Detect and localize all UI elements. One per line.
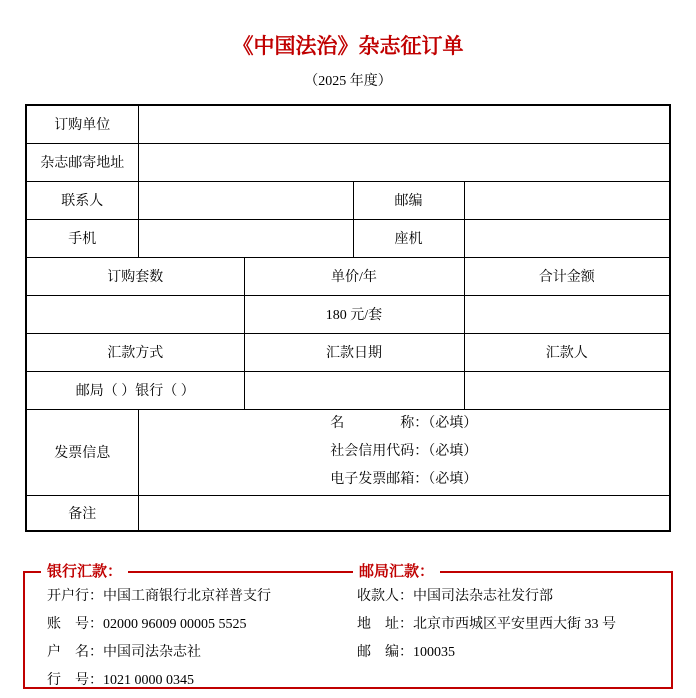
- payment-date-label: 汇款日期: [244, 333, 464, 371]
- form-subtitle-year: （2025 年度）: [304, 74, 392, 89]
- remittance-columns: [25, 573, 671, 695]
- bank-account-name-line: 户 名：中国司法杂志社: [47, 645, 201, 660]
- row-payment-values: [26, 371, 670, 409]
- mailing-address-input-cell[interactable]: [138, 143, 670, 181]
- payment-method-label: 汇款方式: [26, 333, 244, 371]
- contact-label: 联系人: [26, 181, 138, 219]
- subscriber-input-cell[interactable]: [138, 105, 670, 143]
- payer-label: 汇款人: [464, 333, 670, 371]
- row-mailing-address: [26, 143, 670, 181]
- total-amount-input-cell[interactable]: [464, 295, 670, 333]
- total-amount-label: 合计金额: [464, 257, 670, 295]
- contact-input-cell[interactable]: [138, 181, 353, 219]
- row-subscriber: [26, 105, 670, 143]
- row-price-header: [26, 257, 670, 295]
- payer-input-cell[interactable]: [464, 371, 670, 409]
- remarks-label: 备注: [26, 495, 138, 531]
- landline-label: 座机: [353, 219, 464, 257]
- postal-payee-line: 收款人：中国司法杂志社发行部: [357, 589, 553, 604]
- row-price-values: [26, 295, 670, 333]
- form-title: 《中国法治》杂志征订单: [232, 34, 464, 58]
- unit-price-value: 180 元/套: [244, 295, 464, 333]
- payment-date-input-cell[interactable]: [244, 371, 464, 409]
- row-remarks: [26, 495, 670, 531]
- row-invoice-info: [26, 409, 670, 495]
- postal-remittance-legend: 邮局汇款：: [353, 562, 440, 582]
- invoice-name-line: 名 称：（必填）: [330, 416, 478, 431]
- bank-account-bank-line: 开户行：中国工商银行北京祥普支行: [47, 589, 271, 604]
- postcode-input-cell[interactable]: [464, 181, 670, 219]
- mobile-label: 手机: [26, 219, 138, 257]
- invoice-email-line: 电子发票邮箱：（必填）: [330, 472, 478, 487]
- quantity-label: 订购套数: [26, 257, 244, 295]
- postal-remittance-details: [357, 583, 671, 695]
- payment-channel-checkbox-cell[interactable]: 邮局（ ）银行（ ）: [26, 371, 244, 409]
- row-phone: [26, 219, 670, 257]
- invoice-info-input-cell[interactable]: [138, 409, 670, 495]
- bank-remittance-legend: 银行汇款：: [41, 562, 128, 582]
- order-form-table: [25, 104, 671, 532]
- mailing-address-label: 杂志邮寄地址: [26, 143, 138, 181]
- bank-branch-number-line: 行 号：1021 0000 0345: [47, 673, 194, 688]
- subscriber-label: 订购单位: [26, 105, 138, 143]
- remittance-info-box: [23, 564, 673, 689]
- invoice-credit-code-line: 社会信用代码：（必填）: [330, 444, 478, 459]
- postcode-label: 邮编: [353, 181, 464, 219]
- quantity-input-cell[interactable]: [26, 295, 244, 333]
- invoice-info-label: 发票信息: [26, 409, 138, 495]
- bank-account-number-line: 账 号：02000 96009 00005 5525: [47, 617, 247, 632]
- row-payment-header: [26, 333, 670, 371]
- landline-input-cell[interactable]: [464, 219, 670, 257]
- mobile-input-cell[interactable]: [138, 219, 353, 257]
- postal-address-line: 地 址：北京市西城区平安里西大街 33 号: [357, 617, 616, 632]
- row-contact: [26, 181, 670, 219]
- remarks-input-cell[interactable]: [138, 495, 670, 531]
- bank-remittance-details: [47, 583, 357, 695]
- postal-postcode-line: 邮 编：100035: [357, 645, 455, 660]
- unit-price-label: 单价/年: [244, 257, 464, 295]
